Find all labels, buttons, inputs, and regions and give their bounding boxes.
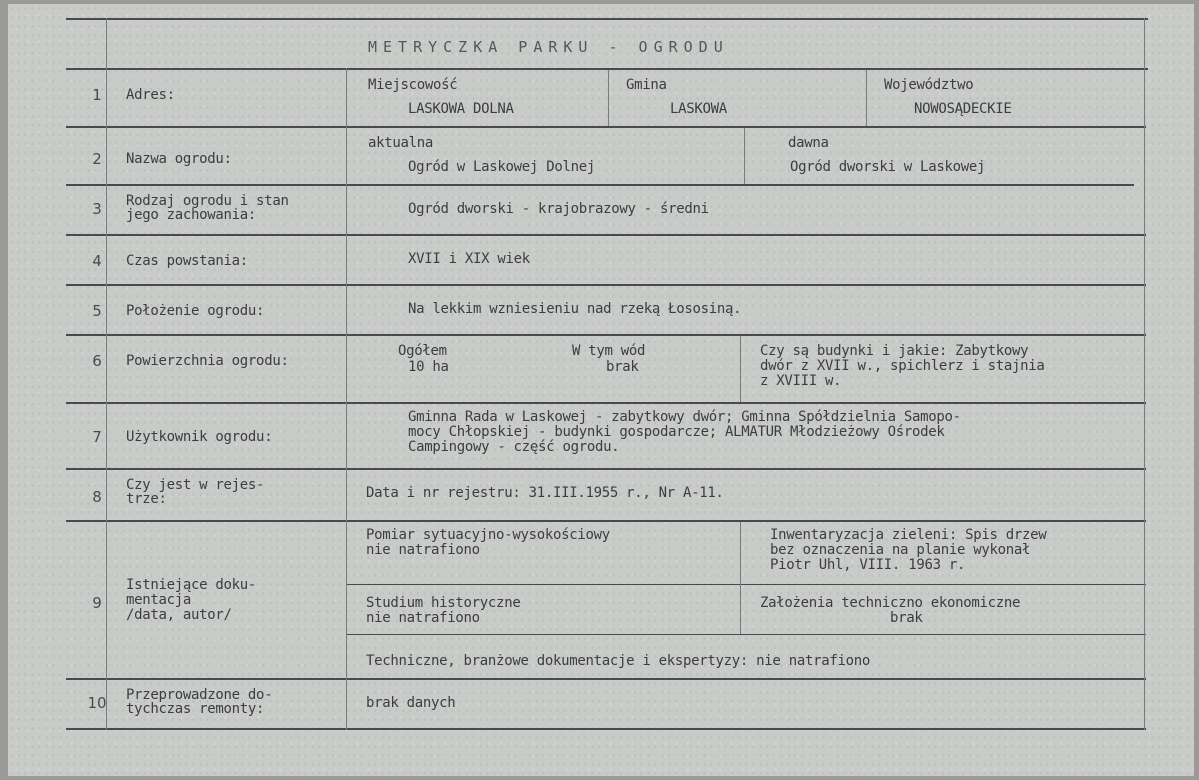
- row-number: 2: [92, 150, 102, 168]
- value-line: Gminna Rada w Laskowej - zabytkowy dwór; Gminna Spółdzielnia Samopo-: [408, 409, 961, 425]
- field-label-wody: W tym wód: [572, 343, 646, 359]
- column-rule: [744, 128, 745, 184]
- field-value-ogolem: 10 ha: [408, 359, 449, 375]
- rule: [66, 234, 1146, 236]
- rule: [66, 334, 1146, 336]
- row-label-line: Istniejące doku-: [126, 577, 257, 593]
- pomiar-line: Pomiar sytuacyjno-wysokościowy: [366, 527, 610, 543]
- row-value: brak danych: [366, 695, 456, 711]
- row-label: Nazwa ogrodu:: [126, 151, 232, 167]
- row-value: XVII i XIX wiek: [408, 251, 530, 267]
- row-number: 9: [92, 594, 102, 612]
- field-value-miejscowosc: LASKOWA DOLNA: [408, 101, 514, 117]
- row-label-line: /data, autor/: [126, 607, 232, 623]
- field-label-aktualna: aktualna: [368, 135, 434, 151]
- field-value-gmina: LASKOWA: [670, 101, 727, 117]
- field-value-dawna: Ogród dworski w Laskowej: [790, 159, 986, 175]
- rule: [66, 402, 1146, 404]
- studium-line: Studium historyczne: [366, 595, 521, 611]
- rule: [66, 284, 1146, 286]
- row-label-line: tychczas remonty:: [126, 701, 265, 717]
- row-number: 5: [92, 302, 102, 320]
- column-rule: [740, 522, 741, 634]
- row-label-line: mentacja: [126, 592, 192, 608]
- field-value-wody: brak: [606, 359, 639, 375]
- value-line: mocy Chłopskiej - budynki gospodarcze; ALMATUR Młodzieżowy Ośrodek: [408, 424, 945, 440]
- row-label: Powierzchnia ogrodu:: [126, 353, 289, 369]
- column-rule: [608, 70, 609, 126]
- value-line: Campingowy - część ogrodu.: [408, 439, 620, 455]
- page-title: METRYCZKA PARKU - OGRODU: [368, 38, 729, 56]
- row-label: Czas powstania:: [126, 253, 248, 269]
- rule: [66, 126, 1146, 128]
- column-rule: [106, 18, 107, 730]
- budynki-line: dwór z XVII w., spichlerz i stajnia: [760, 358, 1045, 374]
- rule-top: [66, 18, 1148, 20]
- zalozenia-line: Założenia techniczno ekonomiczne: [760, 595, 1021, 611]
- row-label: Położenie ogrodu:: [126, 303, 265, 319]
- budynki-line: Czy są budynki i jakie: Zabytkowy: [760, 343, 1029, 359]
- field-label-miejscowosc: Miejscowość: [368, 77, 458, 93]
- row-number: 8: [92, 488, 102, 506]
- row-number: 6: [92, 352, 102, 370]
- column-rule: [346, 68, 347, 730]
- rule: [66, 678, 1146, 680]
- row-value: Data i nr rejestru: 31.III.1955 r., Nr A-11.: [366, 485, 724, 501]
- row-number: 3: [92, 200, 102, 218]
- inwentaryzacja-line: Inwentaryzacja zieleni: Spis drzew: [770, 527, 1047, 543]
- column-rule: [740, 336, 741, 402]
- field-value-aktualna: Ogród w Laskowej Dolnej: [408, 159, 595, 175]
- row-label: Użytkownik ogrodu:: [126, 429, 273, 445]
- rule: [346, 584, 1146, 585]
- document-card: [8, 4, 1194, 776]
- row-number: 10: [87, 694, 107, 712]
- row-label-line: Czy jest w rejes-: [126, 477, 265, 493]
- pomiar-line: nie natrafiono: [366, 542, 480, 558]
- row-number: 1: [92, 86, 102, 104]
- row-label: Adres:: [126, 87, 175, 103]
- zalozenia-line: brak: [890, 610, 923, 626]
- field-label-wojewodztwo: Województwo: [884, 77, 974, 93]
- budynki-line: z XVIII w.: [760, 373, 842, 389]
- field-value-wojewodztwo: NOWOSĄDECKIE: [914, 101, 1012, 117]
- row-label-line: trze:: [126, 491, 167, 507]
- field-label-ogolem: Ogółem: [398, 343, 447, 359]
- field-label-gmina: Gmina: [626, 77, 667, 93]
- row-value: Ogród dworski - krajobrazowy - średni: [408, 201, 709, 217]
- rule: [66, 468, 1146, 470]
- rule: [66, 68, 1148, 70]
- row-value: Na lekkim wzniesieniu nad rzeką Łososiną.: [408, 301, 742, 317]
- row-number: 4: [92, 252, 102, 270]
- techniczne-line: Techniczne, branżowe dokumentacje i ekspertyzy: nie natrafiono: [366, 653, 870, 669]
- rule-bottom: [66, 728, 1146, 730]
- field-label-dawna: dawna: [788, 135, 829, 151]
- column-rule: [866, 70, 867, 126]
- rule: [346, 634, 1146, 635]
- column-rule: [1144, 18, 1145, 730]
- inwentaryzacja-line: Piotr Uhl, VIII. 1963 r.: [770, 557, 966, 573]
- inwentaryzacja-line: bez oznaczenia na planie wykonał: [770, 542, 1031, 558]
- row-label-line: jego zachowania:: [126, 207, 257, 223]
- row-label-line: Przeprowadzone do-: [126, 687, 273, 703]
- rule: [66, 520, 1146, 522]
- row-label-line: Rodzaj ogrodu i stan: [126, 193, 289, 209]
- row-number: 7: [92, 428, 102, 446]
- studium-line: nie natrafiono: [366, 610, 480, 626]
- rule: [66, 184, 1134, 186]
